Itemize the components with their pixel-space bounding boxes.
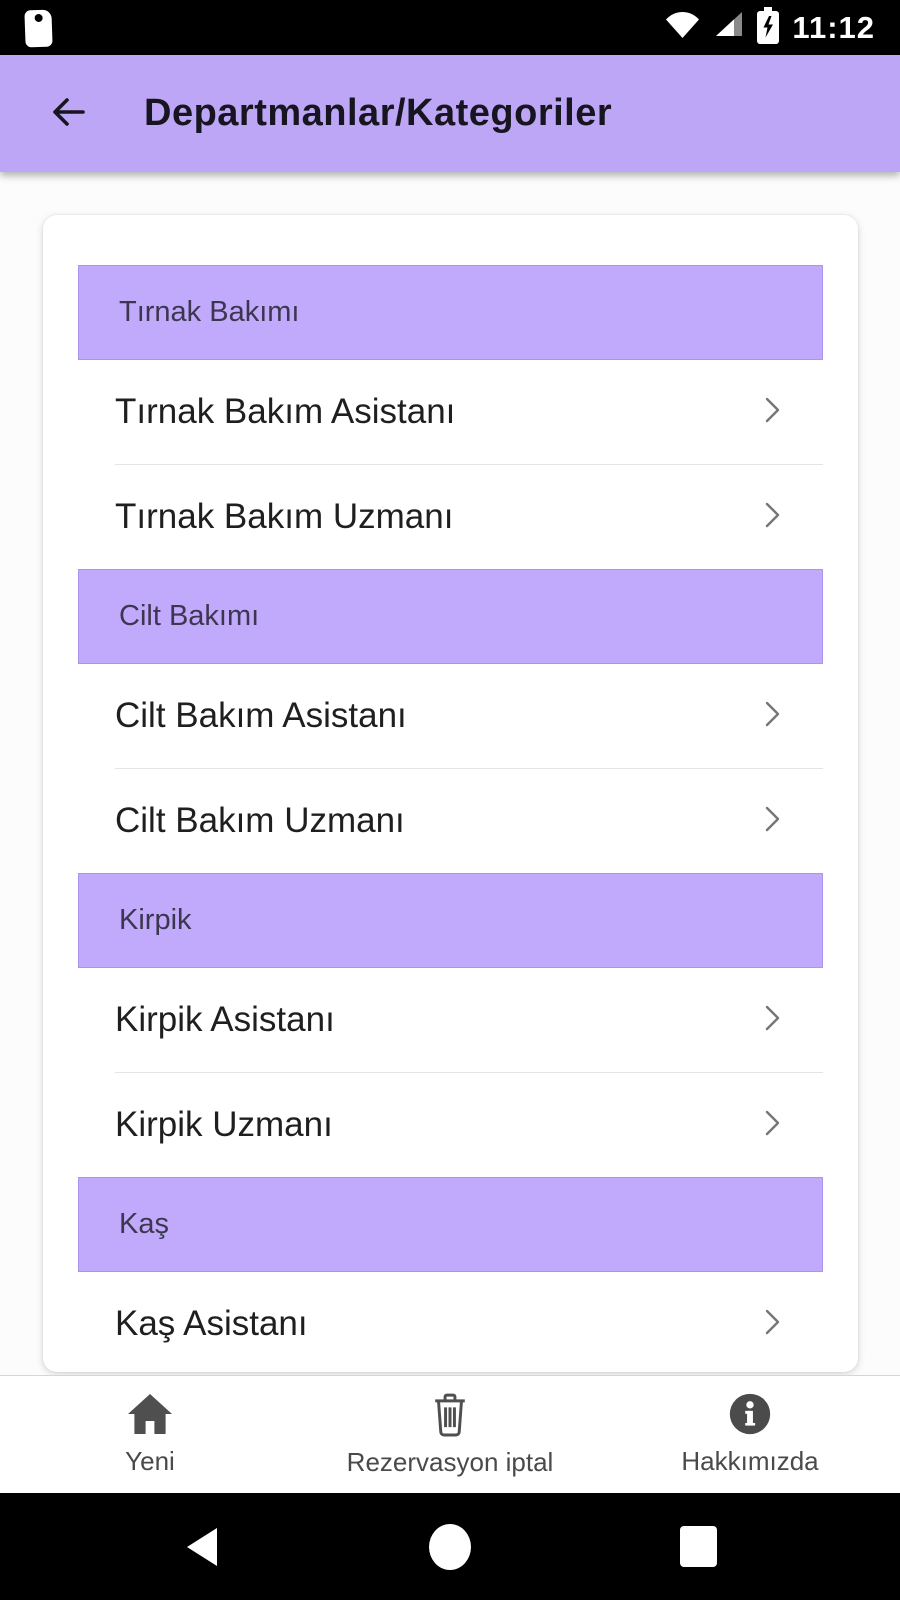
category-item-label: Tırnak Bakım Uzmanı	[115, 497, 454, 536]
category-item-label: Cilt Bakım Uzmanı	[115, 801, 405, 840]
chevron-right-icon	[757, 393, 787, 432]
nav-item-yeni[interactable]	[0, 1376, 300, 1493]
wifi-icon	[664, 11, 701, 45]
category-item-row[interactable]	[78, 465, 823, 569]
home-icon	[126, 1392, 174, 1439]
category-section-header	[78, 265, 823, 360]
android-back-button[interactable]	[178, 1523, 226, 1571]
category-section-header	[78, 873, 823, 968]
circle-home-icon	[429, 1524, 471, 1570]
category-item-label: Kirpik Uzmanı	[115, 1105, 333, 1144]
android-recents-button[interactable]	[674, 1523, 722, 1571]
chevron-right-icon	[757, 802, 787, 841]
category-item-row[interactable]	[78, 360, 823, 464]
page-title: Departmanlar/Kategoriler	[144, 92, 613, 134]
status-bar	[0, 0, 900, 55]
category-section-label: Kaş	[119, 1208, 169, 1240]
category-section-label: Tırnak Bakımı	[119, 296, 300, 328]
back-button[interactable]	[42, 88, 94, 140]
nav-item-hakkimizda[interactable]	[600, 1376, 900, 1493]
battery-charging-icon	[757, 7, 779, 49]
arrow-back-icon	[45, 89, 91, 138]
category-section-label: Kirpik	[119, 904, 192, 936]
content-area	[0, 172, 900, 1375]
info-icon	[728, 1392, 772, 1439]
chevron-right-icon	[757, 498, 787, 537]
cell-signal-icon	[714, 12, 744, 43]
nav-item-rezervasyon-iptal[interactable]	[300, 1376, 600, 1493]
category-section-label: Cilt Bakımı	[119, 600, 260, 632]
nav-item-label: Hakkımızda	[681, 1446, 819, 1476]
nav-item-label: Rezervasyon iptal	[346, 1447, 554, 1477]
android-home-button[interactable]	[426, 1523, 474, 1571]
category-item-label: Kaş Asistanı	[115, 1304, 308, 1343]
bottom-nav	[0, 1375, 900, 1493]
notification-tag-icon	[24, 10, 52, 48]
chevron-right-icon	[757, 1305, 787, 1344]
category-item-row[interactable]	[78, 664, 823, 768]
status-bar-right-cluster	[664, 7, 875, 49]
chevron-right-icon	[757, 1106, 787, 1145]
trash-icon	[430, 1391, 470, 1440]
category-section-header	[78, 1177, 823, 1272]
app-bar	[0, 55, 900, 172]
chevron-right-icon	[757, 697, 787, 736]
category-item-row[interactable]	[78, 968, 823, 1072]
category-item-label: Cilt Bakım Asistanı	[115, 696, 407, 735]
triangle-back-icon	[187, 1528, 217, 1566]
category-item-label: Kirpik Asistanı	[115, 1000, 335, 1039]
category-list	[78, 265, 823, 1372]
category-item-row[interactable]	[78, 1272, 823, 1372]
category-item-row[interactable]	[78, 769, 823, 873]
content-card	[43, 215, 858, 1372]
category-section-header	[78, 569, 823, 664]
chevron-right-icon	[757, 1001, 787, 1040]
nav-item-label: Yeni	[125, 1446, 175, 1476]
status-time: 11:12	[792, 9, 875, 45]
category-item-row[interactable]	[78, 1073, 823, 1177]
square-recents-icon	[680, 1526, 717, 1567]
category-item-label: Tırnak Bakım Asistanı	[115, 392, 456, 431]
android-navigation-bar	[0, 1493, 900, 1600]
